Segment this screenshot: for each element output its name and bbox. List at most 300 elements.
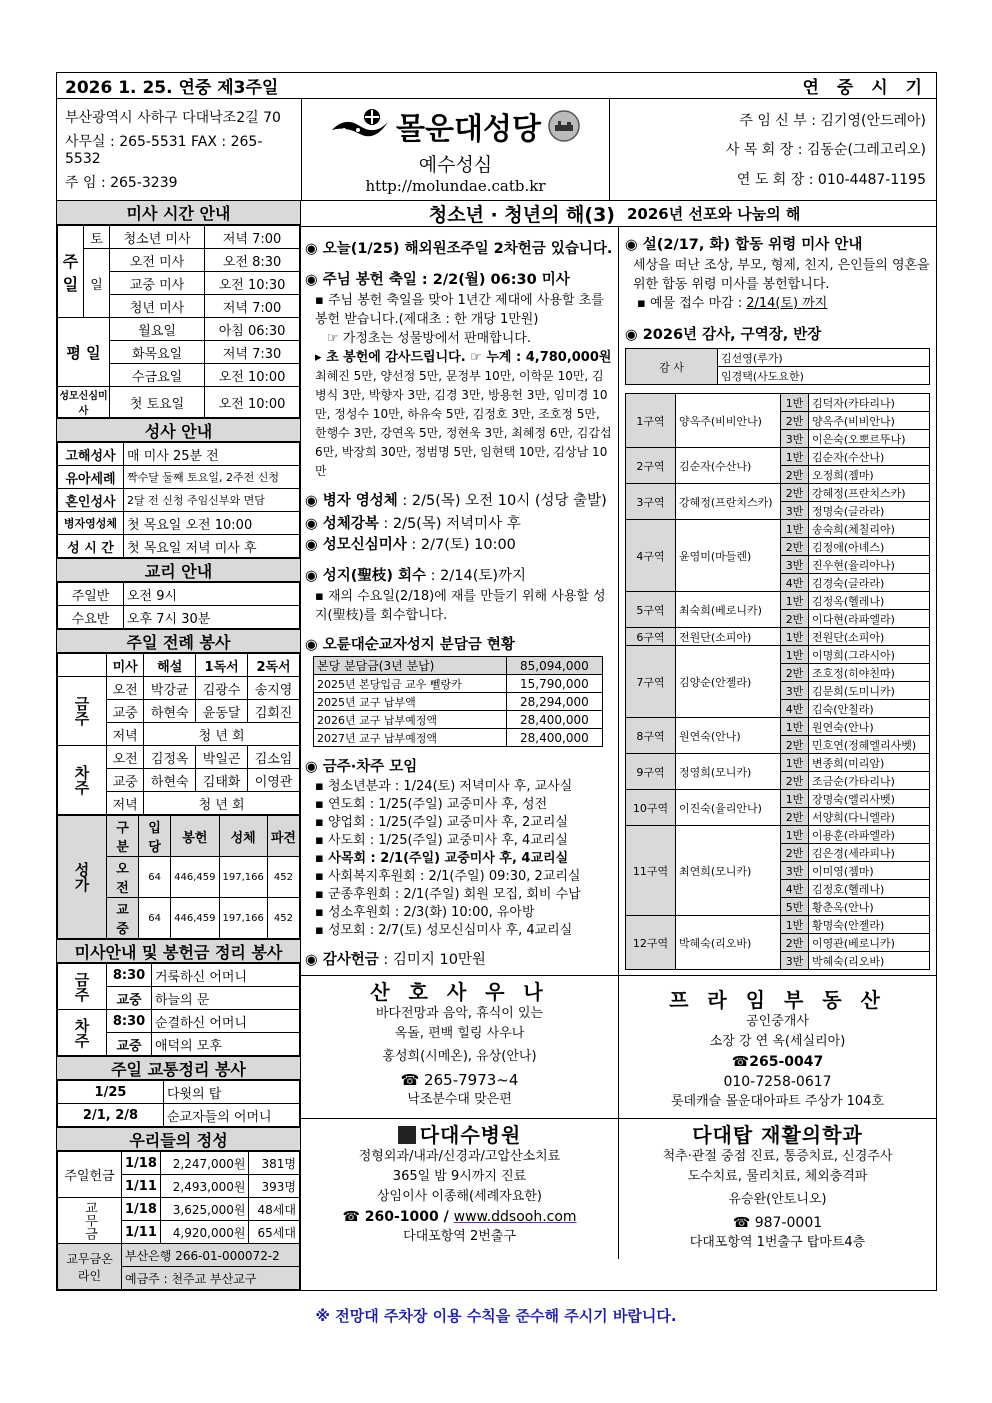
usher-group: 하늘의 문 [152,987,300,1010]
ad-line: 롯데캐슬 몰운대아파트 주상가 104호 [670,1094,885,1109]
traffic-date: 1/25 [58,1081,164,1104]
offering-count: 48세대 [249,1198,300,1221]
reader-1: 윤동달 [196,700,248,723]
mass-label: 교중 [107,700,144,723]
district-name: 1구역 [626,394,676,448]
choir-label: 성가 [58,816,107,939]
ban-number: 1반 [781,520,809,538]
auditor-name: 김선영(루가) [718,349,930,367]
ushers-table [57,963,300,1056]
offering-date: 1/11 [122,1221,161,1244]
header-main [57,99,936,201]
notice-candlemas: ◉ 주님 봉헌 축일 : 2/2(월) 06:30 미사 [305,272,570,288]
district-name: 10구역 [626,790,676,826]
ad-title: 다대수병원 [305,1125,614,1145]
saturday-label: 토 [84,226,110,249]
hymn-number: 452 [267,857,299,898]
district-name: 4구역 [626,520,676,592]
heart-mass-label: 성모신심미사 [58,387,110,418]
ban-leader: 김정호(헬레나) [809,880,930,898]
meeting-item: ▪ 성모회 : 2/7(토) 성모신심미사 후, 4교리실 [315,923,573,938]
ad-line: 바다전망과 음악, 휴식이 있는 [375,1006,544,1021]
left-column [57,201,301,1290]
district-row [626,718,930,736]
header-top-bar [57,73,936,99]
section-title-liturgy: 주일 전례 봉사 [57,629,300,653]
ad-phone-url: ☎ 260-1000 / www.ddsooh.com [342,1209,577,1225]
ban-leader: 변종희(미리암) [809,754,930,772]
hymn-number: 446,459 [171,857,219,898]
mass-label: 오전 [107,677,144,700]
district-row [626,790,930,808]
contribution-value: 15,790,000 [506,675,602,693]
catechism-value: 오전 9시 [124,583,300,606]
meeting-item: ▪ 군종후원회 : 2/1(주일) 회원 모집, 회비 수납 [315,887,581,902]
reader-1: 김광수 [196,677,248,700]
district-table [625,393,930,970]
traffic-group: 순교자들의 어머니 [164,1104,300,1127]
council-president: 사 목 회 장 : 김동순(그레고리오) [725,142,926,159]
district-leader: 정영희(모니카) [676,754,781,790]
ban-leader: 이은숙(오뽀르뚜나) [809,430,930,448]
online-dues-label: 교무금온라인 [58,1244,122,1290]
ban-number: 4반 [781,574,809,592]
hospital-url-link[interactable]: www.ddsooh.com [453,1209,577,1225]
office-phone: 사무실 : 265-5531 FAX : 265-5532 [65,134,263,168]
ban-number: 1반 [781,394,809,412]
ban-leader: 박혜숙(리오바) [809,952,930,970]
ban-leader: 김은경(세라피나) [809,844,930,862]
choir-header: 봉헌 [171,816,219,857]
church-name: 몰운대성당 [396,112,541,147]
year-theme: 청소년 · 청년의 해(3) [428,204,615,226]
section-title-ushers: 미사안내 및 봉헌금 정리 봉사 [57,939,300,963]
reader-2: 송지영 [248,677,300,700]
ad-line: 도수치료, 물리치료, 체외충격파 [687,1169,868,1184]
sacraments-table [57,442,300,558]
district-row [626,520,930,538]
ban-leader: 황명숙(안젤라) [809,916,930,934]
ban-leader: 민호연(정혜엘리사벳) [809,736,930,754]
mass-label: 8:30 [107,1010,152,1033]
district-leader: 원연숙(안나) [676,718,781,754]
ban-leader: 이영관(베로니카) [809,934,930,952]
ban-leader: 김정애(아녜스) [809,538,930,556]
next-week-label: 차주 [58,746,107,815]
meeting-item: ▪ 사회복지후원회 : 2/1(주일) 09:30, 2교리실 [315,869,581,884]
ban-leader: 김숙(안칠라) [809,700,930,718]
section-title-mass-times: 미사 시간 안내 [57,201,300,225]
district-leader: 김순자(수산나) [676,448,781,484]
contribution-label: 2025년 본당입금 교우 뻴랑카 [314,675,507,693]
notice-officers-2026: ◉ 2026년 감사, 구역장, 반장 [625,327,822,343]
notice-overseas-aid: ◉ 오늘(1/25) 해외원조주일 2차헌금 있습니다. [305,241,613,257]
ban-number: 3반 [781,502,809,520]
offering-count: 393명 [249,1175,300,1198]
sunday-label: 주일 [58,226,84,318]
ban-number: 4반 [781,700,809,718]
liturgy-header: 미사 [107,654,144,677]
choir-header: 파견 [267,816,299,857]
district-leader: 박혜숙(리오바) [676,916,781,970]
ban-leader: 오정희(젬마) [809,466,930,484]
ban-number: 2반 [781,412,809,430]
mass-label: 오전 [107,746,144,769]
ban-number: 1반 [781,916,809,934]
candle-donors: 최혜진 5만, 양선정 5만, 문정부 10만, 이학문 10만, 김병식 3만, 박향자 3만, 김경 3만, 방용헌 3만, 임미경 10만, 정성수 10만, 하유숙 5만, 김정호 3만, 조호정 5만, 한행수 3만, 강연옥 5만, 정현욱 3만, 최혜정 6만, 김갑섭 6만, 박장희 30만, 정범명 5만, 임현택 10만, 김상남 10만 [315,369,612,478]
ban-number: 3반 [781,430,809,448]
mass-name: 화목요일 [110,341,205,364]
ban-leader: 전원단(소피아) [809,628,930,646]
notice-thanks-offering: ◉ 감사헌금 : 김미지 10만원 [305,952,486,968]
notice-meetings: ◉ 금주·차주 모임 [305,759,418,775]
church-url[interactable]: http://molundae.catb.kr [365,177,546,195]
offering-amount: 2,247,000원 [160,1152,249,1175]
district-row [626,826,930,844]
offering-amount: 4,920,000원 [160,1221,249,1244]
choir-header: 구분 [107,816,139,857]
sacrament-value: 첫 목요일 저녁 미사 후 [124,535,300,558]
mass-times-table [57,225,300,418]
ban-leader: 장명숙(엘리사벳) [809,790,930,808]
district-leader: 최연희(모니카) [676,826,781,916]
ad-realty [619,976,936,1118]
youth-group: 청 년 회 [144,792,300,815]
section-title-sacraments: 성사 안내 [57,418,300,442]
sacrament-label: 성 시 간 [58,535,124,558]
ad-line: 정형외과/내과/신경과/고압산소치료 [358,1149,561,1164]
district-row [626,394,930,412]
hospital-logo-icon [398,1126,416,1144]
ban-number: 1반 [781,646,809,664]
ban-number: 2반 [781,808,809,826]
ad-phone: 010-7258-0617 [723,1074,832,1090]
ad-phone: ☎ 987-0001 [732,1215,823,1231]
bank-account: 부산은행 266-01-000072-2 [122,1244,300,1267]
ban-leader: 강혜정(프란치스카) [809,484,930,502]
legion-president: 연 도 회 장 : 010-4487-1195 [736,172,926,189]
sacrament-label: 병자영성체 [58,512,124,535]
church-logo-block [302,99,609,200]
advertisements-row-1 [301,975,936,1118]
commentator: 김정옥 [144,746,196,769]
mass-name: 첫 토요일 [110,387,205,418]
district-row [626,916,930,934]
catechism-table [57,582,300,629]
reader-2: 김회진 [248,700,300,723]
ban-number: 1반 [781,826,809,844]
sacrament-value: 첫 목요일 오전 10:00 [124,512,300,535]
notice-benediction: ◉ 성체강복 : 2/5(목) 저녁미사 후 [305,516,521,532]
offering-amount: 3,625,000원 [160,1198,249,1221]
pastor-phone: 주 임 : 265-3239 [65,174,178,191]
mass-name: 수금요일 [110,364,205,387]
sacrament-value: 짝수달 둘째 토요일, 2주전 신청 [124,466,300,489]
church-motto: 예수성심 [418,154,493,176]
ban-leader: 서양희(다니엘라) [809,808,930,826]
ad-line: 옥돌, 편백 힐링 사우나 [394,1026,525,1041]
district-row [626,448,930,466]
contribution-value: 28,294,000 [506,693,602,711]
mass-time: 오전 10:00 [205,364,300,387]
traffic-group: 다윗의 탑 [164,1081,300,1104]
news-column [301,227,619,975]
ban-leader: 조호정(히야친따) [809,664,930,682]
ban-number: 4반 [781,880,809,898]
traffic-date: 2/1, 2/8 [58,1104,164,1127]
contribution-label: 2026년 교구 납부예정액 [314,711,507,729]
section-title-catechism: 교리 안내 [57,558,300,582]
ad-line: 상임이사 이종해(세례자요한) [377,1189,542,1204]
auditors-table [625,348,930,385]
hymn-number: 197,166 [219,857,267,898]
shrine-contribution-table [313,656,603,747]
ad-title: 산 호 사 우 나 [370,980,549,1004]
district-leader: 최숙희(베로니카) [676,592,781,628]
sacrament-value: 매 미사 25분 전 [124,443,300,466]
contribution-label: 2025년 교구 납부액 [314,693,507,711]
mass-time: 저녁 7:00 [205,226,300,249]
ban-number: 3반 [781,556,809,574]
usher-group: 애덕의 모후 [152,1033,300,1056]
ban-leader: 김덕자(카타리나) [809,394,930,412]
address: 부산광역시 사하구 다대낙조2길 70 [65,110,281,127]
ban-leader: 김경숙(글라라) [809,574,930,592]
hymn-number: 452 [267,898,299,939]
ban-leader: 양옥주(비비안나) [809,412,930,430]
reader-2: 김소임 [248,746,300,769]
ad-phone: ☎265-0047 [731,1054,824,1070]
offering-amount: 2,493,000원 [160,1175,249,1198]
ban-leader: 진우현(율리아나) [809,556,930,574]
mass-name: 교중 미사 [110,272,205,295]
district-leader: 윤영미(마들렌) [676,520,781,592]
church-building-icon [547,109,581,143]
offering-date: 1/18 [122,1198,161,1221]
next-week-label: 차주 [58,1010,107,1056]
ad-line: 소장 강 연 옥(세실리아) [709,1034,846,1049]
meeting-item: ▪ 양업회 : 1/25(주일) 교중미사 후, 2교리실 [315,815,568,830]
contribution-value: 28,400,000 [506,729,602,747]
offering-count: 381명 [249,1152,300,1175]
ban-leader: 송숙희(체칠리아) [809,520,930,538]
ban-leader: 정명숙(글라라) [809,502,930,520]
meeting-item: ▪ 사도회 : 1/25(주일) 교중미사 후, 4교리실 [315,833,568,848]
ban-leader: 황춘옥(안나) [809,898,930,916]
ban-number: 1반 [781,790,809,808]
ban-number: 1반 [781,718,809,736]
reader-1: 김태화 [196,769,248,792]
sacrament-label: 혼인성사 [58,489,124,512]
catechism-label: 수요반 [58,606,124,629]
ban-number: 1반 [781,448,809,466]
ad-title: 프 라 임 부 동 산 [669,988,886,1012]
district-row [626,646,930,664]
church-officers [609,99,936,200]
memorial-mass-detail: 세상을 떠난 조상, 부모, 형제, 친지, 은인들의 영혼을 위한 합동 위령 미사를 봉헌합니다. [633,258,930,292]
ad-line: 공인중개사 [746,1014,809,1029]
pastor-name: 주 임 신 부 : 김기영(안드레아) [739,112,926,129]
memorial-deadline: ▪ 예물 접수 마감 : 2/14(토) 까지 [637,296,828,311]
ad-line: 유승완(안토니오) [728,1192,827,1207]
candle-sale-note: ☞ 가정초는 성물방에서 판매합니다. [327,331,531,346]
ad-line: 다대포항역 1번출구 탑마트4층 [689,1235,866,1250]
ban-number: 1반 [781,754,809,772]
mass-time: 오전 10:30 [205,272,300,295]
traffic-table [57,1080,300,1127]
ban-number: 1반 [781,628,809,646]
liturgy-table [57,653,300,815]
district-row [626,628,930,646]
ban-leader: 조금순(가타리나) [809,772,930,790]
ban-number: 2반 [781,538,809,556]
sun-label: 일 [84,249,110,318]
weekday-label: 평 일 [58,318,110,387]
district-name: 9구역 [626,754,676,790]
mass-time: 아침 06:30 [205,318,300,341]
ban-leader: 이다현(라파엘라) [809,610,930,628]
offering-count: 65세대 [249,1221,300,1244]
notice-heart-mass: ◉ 성모신심미사 : 2/7(토) 10:00 [305,537,516,553]
ban-number: 3반 [781,682,809,700]
youth-group: 청 년 회 [144,723,300,746]
district-name: 3구역 [626,484,676,520]
commentator: 하현숙 [144,769,196,792]
mass-time: 오전 10:00 [205,387,300,418]
section-title-traffic: 주일 교통정리 봉사 [57,1056,300,1080]
district-leader: 강혜정(프란치스카) [676,484,781,520]
church-emblem-icon [330,106,390,146]
mass-label: 교중 [107,769,144,792]
mass-label: 오전 [107,857,139,898]
ban-leader: 이미영(젬마) [809,862,930,880]
ban-number: 2반 [781,664,809,682]
liturgy-header: 해설 [144,654,196,677]
ad-line: 척추·관절 중점 진료, 통증치료, 신경주사 [662,1149,893,1164]
mass-label: 저녁 [107,723,144,746]
reader-2: 이영관 [248,769,300,792]
meeting-item: ▪ 연도회 : 1/25(주일) 교중미사 후, 성전 [315,797,548,812]
ban-number: 3반 [781,952,809,970]
mass-time: 저녁 7:00 [205,295,300,318]
ban-number: 5반 [781,898,809,916]
ban-leader: 김문희(도미니카) [809,682,930,700]
offering-date: 1/18 [122,1152,161,1175]
palm-return-detail: ▪ 재의 수요일(2/18)에 재를 만들기 위해 사용할 성지(聖枝)를 회수합니다. [315,589,606,623]
choir-table [57,815,300,939]
notice-palm-return: ◉ 성지(聖枝) 회수 : 2/14(토)까지 [305,568,527,584]
notice-sick-communion: ◉ 병자 영성체 : 2/5(목) 오전 10시 (성당 출발) [305,493,607,509]
right-column [619,227,936,975]
advertisements-row-2 [301,1118,936,1259]
contribution-value: 85,094,000 [506,657,602,675]
mass-label: 교중 [107,1033,152,1056]
meeting-item: ▪ 사목회 : 2/1(주일) 교중미사 후, 4교리실 [315,851,569,866]
catechism-value: 오후 7시 30분 [124,606,300,629]
choir-header: 성체 [219,816,267,857]
liturgical-season: 연 중 시 기 [802,78,928,98]
ad-line: 홍성희(시메온), 유상(안나) [382,1049,537,1064]
district-leader: 전원단(소피아) [676,628,781,646]
offerings-table [57,1151,300,1290]
ban-number: 2반 [781,736,809,754]
this-week-label: 금주 [58,964,107,1010]
meeting-item: ▪ 성소후원회 : 2/3(화) 10:00, 유아방 [315,905,535,920]
district-row [626,754,930,772]
ban-leader: 이명희(그라시아) [809,646,930,664]
liturgy-header: 1독서 [196,654,248,677]
ban-number: 2반 [781,466,809,484]
mass-time: 오전 8:30 [205,249,300,272]
ad-phone: ☎ 265-7973~4 [400,1071,519,1089]
mass-name: 오전 미사 [110,249,205,272]
ban-leader: 이용훈(라파엘라) [809,826,930,844]
ban-number: 2반 [781,484,809,502]
meeting-item: ▪ 청소년분과 : 1/24(토) 저녁미사 후, 교사실 [315,779,573,794]
notice-memorial-mass: ◉ 설(2/17, 화) 합동 위령 미사 안내 [625,237,863,253]
hymn-number: 197,166 [219,898,267,939]
ad-line: 365일 밤 9시까지 진료 [392,1169,527,1184]
hymn-number: 64 [139,857,171,898]
district-leader: 양옥주(비비안나) [676,394,781,448]
district-row [626,484,930,502]
auditor-label: 감 사 [626,349,718,385]
district-name: 7구역 [626,646,676,718]
district-row [626,592,930,610]
ban-number: 2반 [781,610,809,628]
usher-group: 순결하신 어머니 [152,1010,300,1033]
liturgy-header: 2독서 [248,654,300,677]
ban-number: 3반 [781,862,809,880]
sacrament-label: 유아세례 [58,466,124,489]
ban-number: 2반 [781,934,809,952]
mass-label: 교중 [107,898,139,939]
year-subtitle: 2026년 선포와 나눔의 해 [627,205,801,223]
mass-label: 교중 [107,987,152,1010]
district-leader: 김양순(안젤라) [676,646,781,718]
district-leader: 이진숙(율리안나) [676,790,781,826]
ad-line: 다대포항역 2번출구 [403,1229,516,1244]
hymn-number: 64 [139,898,171,939]
sacrament-label: 고해성사 [58,443,124,466]
mass-time: 저녁 7:30 [205,341,300,364]
auditor-name: 임경택(사도요한) [718,367,930,385]
ad-line: 낙조분수대 맞은편 [407,1092,512,1107]
hymn-number: 446,459 [171,898,219,939]
district-name: 12구역 [626,916,676,970]
footer-parking-notice: ※ 전망대 주차장 이용 수칙을 준수해 주시기 바랍니다. [315,1307,677,1325]
ad-rehab [619,1119,936,1259]
ad-sauna [301,976,619,1118]
bulletin-page [56,72,937,1291]
sunday-offering-label: 주일헌금 [58,1152,122,1198]
commentator: 하현숙 [144,700,196,723]
church-contact [57,99,302,200]
contribution-label: 본당 분담금(3년 분납) [314,657,507,675]
mass-label: 8:30 [107,964,152,987]
candle-thanks: ▸ 초 봉헌에 감사드립니다. ☞ 누계 : 4,780,000원 [315,350,612,365]
ban-leader: 김정옥(헬레나) [809,592,930,610]
ban-number: 2반 [781,772,809,790]
choir-header: 입당 [139,816,171,857]
date-line: 2026 1. 25. 연중 제3주일 [65,78,279,98]
sacrament-value: 2달 전 신청 주임신부와 면담 [124,489,300,512]
mass-name: 청소년 미사 [110,226,205,249]
candlemas-detail: ▪ 주님 봉헌 축일을 맞아 1년간 제대에 사용할 초를 봉헌 받습니다.(제대초 : 한 개당 1만원) [315,293,604,327]
ban-number: 1반 [781,592,809,610]
district-name: 2구역 [626,448,676,484]
commentator: 박강균 [144,677,196,700]
